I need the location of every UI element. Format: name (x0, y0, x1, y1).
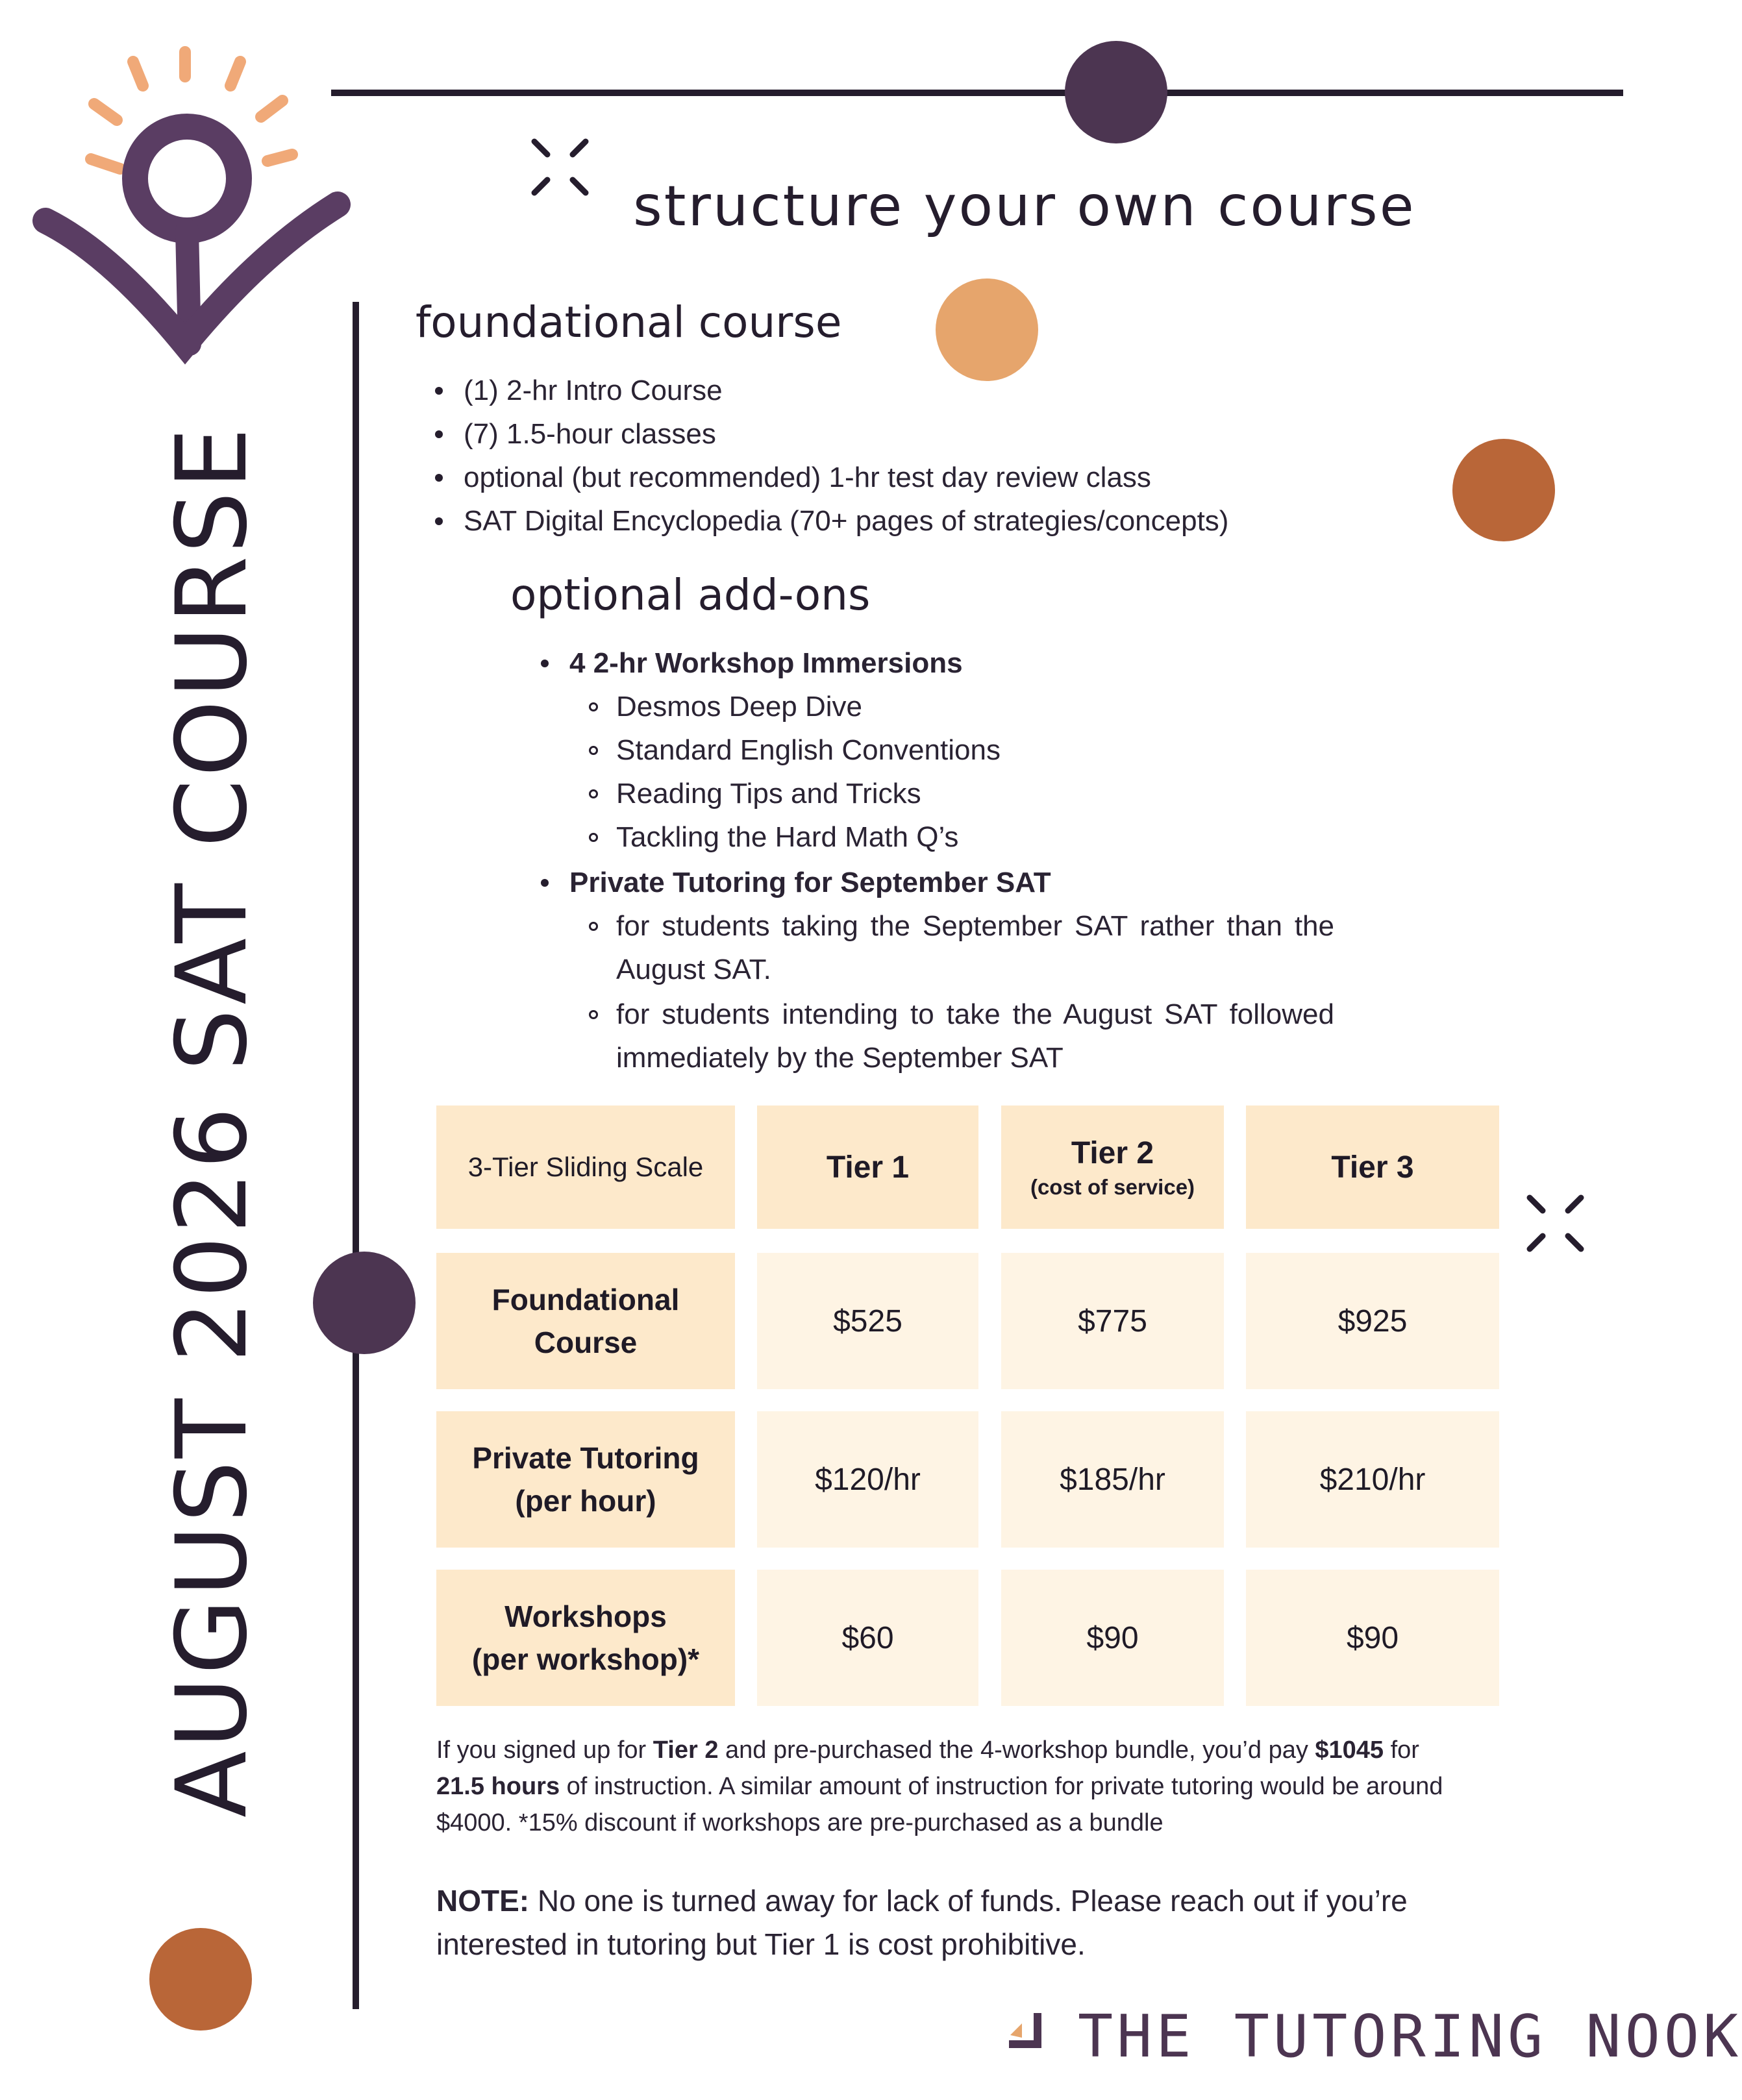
list-item: (7) 1.5-hour classes (430, 412, 1228, 456)
tier-name: Tier 2 (1071, 1135, 1154, 1170)
tier-name: Tier 3 (1331, 1150, 1414, 1185)
row-label-workshops (436, 1570, 735, 1706)
price-cell (1246, 1570, 1499, 1706)
top-rule-dot (1065, 41, 1167, 143)
price-cell (1246, 1253, 1499, 1389)
list-item: Standard English Conventions (581, 728, 1334, 772)
price-value: $775 (1078, 1303, 1147, 1339)
list-item: Tackling the Hard Math Q’s (581, 815, 1334, 859)
list-item: optional (but recommended) 1-hr test day review class (430, 456, 1228, 499)
list-item: Reading Tips and Tricks (581, 772, 1334, 815)
note-text: No one is turned away for lack of funds. Please reach out if you’re interested in tutoring but Tier 1 is cost prohibitive. (436, 1884, 1408, 1961)
price-cell (757, 1570, 978, 1706)
price-cell (757, 1253, 978, 1389)
row-label-foundational (436, 1253, 735, 1389)
page-headline: structure your own course (633, 174, 1416, 239)
tier-name: Tier 1 (826, 1150, 910, 1185)
footnote-text: If you signed up for (436, 1736, 653, 1764)
foundational-heading: foundational course (416, 297, 842, 347)
price-value: $60 (841, 1620, 894, 1655)
price-value: $525 (833, 1303, 902, 1339)
row-label-line: (per hour) (515, 1484, 656, 1518)
price-cell (1001, 1411, 1224, 1548)
price-cell (1001, 1570, 1224, 1706)
footnote-bold: $1045 (1315, 1736, 1384, 1764)
brand-name: THE TUTORING NOOK (1078, 2003, 1742, 2071)
table-corner-label: 3-Tier Sliding Scale (467, 1152, 704, 1182)
list-item: Desmos Deep Dive (581, 685, 1334, 728)
tier-2-header (1001, 1106, 1224, 1229)
sparkle-icon (529, 136, 591, 198)
row-label-tutoring (436, 1411, 735, 1548)
rust-dot (1452, 439, 1555, 541)
list-item: (1) 2-hr Intro Course (430, 369, 1228, 412)
footnote-bold: 21.5 hours (436, 1773, 560, 1800)
addons-heading: optional add-ons (510, 570, 871, 620)
funding-note (436, 1879, 1436, 1966)
tutoring-title: Private Tutoring for September SAT (536, 861, 1334, 904)
row-label-line: Workshops (504, 1600, 667, 1633)
footnote-text: and pre-purchased the 4-workshop bundle, you’d pay (718, 1736, 1315, 1764)
pricing-footnote (436, 1732, 1449, 1841)
table-corner-cell (436, 1106, 735, 1229)
price-value: $90 (1346, 1620, 1399, 1655)
workshops-title: 4 2-hr Workshop Immersions (536, 641, 1334, 685)
tier-subtitle: (cost of service) (1030, 1174, 1195, 1199)
brand-mark-icon (1005, 2009, 1051, 2055)
price-value: $210/hr (1319, 1462, 1426, 1497)
footnote-bold: Tier 2 (653, 1736, 719, 1764)
note-label: NOTE: (436, 1884, 530, 1918)
price-cell (1246, 1411, 1499, 1548)
price-value: $185/hr (1060, 1462, 1165, 1497)
footnote-text: for (1384, 1736, 1419, 1764)
logo-figure (26, 39, 364, 364)
tutoring-section (536, 861, 1334, 904)
top-rule (331, 90, 1623, 96)
row-label-line: Private Tutoring (472, 1441, 699, 1475)
foundational-list (430, 369, 1228, 543)
row-label-line: Course (534, 1326, 638, 1359)
price-value: $90 (1086, 1620, 1139, 1655)
vertical-rule (353, 302, 359, 2009)
list-item: for students taking the September SAT rather than the August SAT. (581, 904, 1334, 991)
price-cell (757, 1411, 978, 1548)
workshops-list (581, 685, 1334, 859)
list-item: SAT Digital Encyclopedia (70+ pages of strategies/concepts) (430, 499, 1228, 543)
row-label-line: Foundational (491, 1283, 680, 1316)
row-label-line: (per workshop)* (471, 1642, 700, 1676)
list-item: for students intending to take the August SAT followed immediately by the September SAT (581, 993, 1334, 1080)
peach-dot (936, 278, 1038, 381)
tier-3-header (1246, 1106, 1499, 1229)
sparkle-icon (1524, 1192, 1586, 1254)
addons-list (536, 641, 1334, 685)
tier-1-header (757, 1106, 978, 1229)
price-value: $925 (1338, 1303, 1408, 1339)
footnote-text: of instruction. A similar amount of instruction for private tutoring would be around $4000. *15% discount if workshops are pre-purchased as a bundle (436, 1773, 1443, 1836)
side-title: AUGUST 2026 SAT COURSE (156, 425, 269, 1818)
vertical-rule-dot (313, 1252, 416, 1354)
tutoring-list (581, 904, 1334, 1080)
price-value: $120/hr (815, 1462, 921, 1497)
rust-dot-bottom (149, 1928, 252, 2031)
price-cell (1001, 1253, 1224, 1389)
